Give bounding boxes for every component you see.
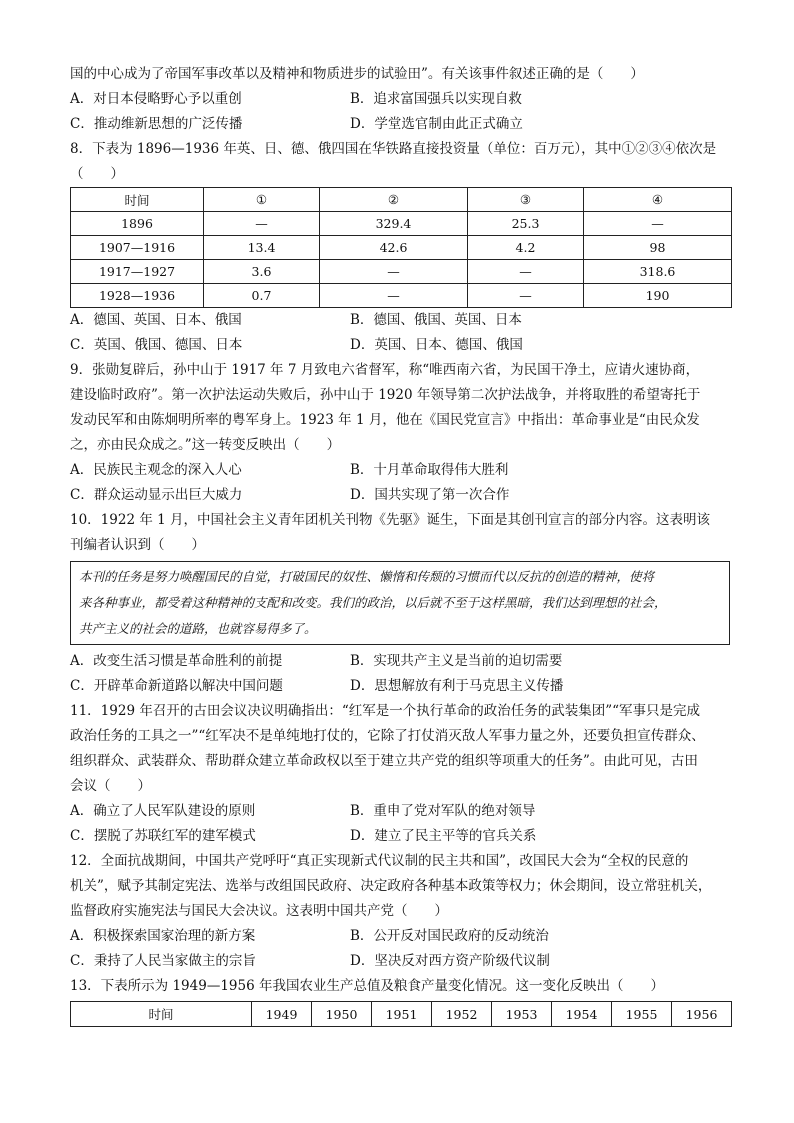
q12-options-row-2 [70, 949, 730, 974]
exam-page [70, 62, 730, 1027]
quote-line: 本刊的任务是努力唤醒国民的自觉，打破国民的奴性、懒惰和传颓的习惯而代以反抗的创造的精神，使将 [79, 569, 655, 584]
q12-stem-line: 机关”，赋予其制定宪法、选举与改组国民政府、决定政府各种基本政策等权力；休会期间，设立常驻机关， [70, 878, 712, 894]
q7-option-b[interactable]: B．追求富国强兵以实现自救 [350, 91, 522, 107]
table-header-cell: 时间 [71, 1002, 252, 1027]
table-row [71, 260, 732, 284]
q10-option-b[interactable]: B．实现共产主义是当前的迫切需要 [350, 653, 563, 669]
q9-option-b[interactable]: B．十月革命取得伟大胜利 [350, 462, 509, 478]
table-header-cell: ③ [467, 188, 583, 212]
table-header-cell: 1951 [372, 1002, 432, 1027]
q8-stem-line-1: 8．下表为 1896—1936 年英、日、德、俄四国在华铁路直接投资量（单位：百万元），其中①②③④依次是 [70, 141, 717, 157]
q8-options-row-1 [70, 308, 730, 333]
table-cell: 318.6 [583, 260, 731, 284]
q11-options-row-2 [70, 824, 730, 849]
table-header-cell: 1954 [552, 1002, 612, 1027]
table-cell: — [320, 284, 468, 308]
table-row [71, 284, 732, 308]
q9-stem-line: 之，亦由民众成之。”这一转变反映出（ ） [70, 437, 341, 453]
table-header-row [71, 1002, 732, 1027]
q8-options-row-2 [70, 333, 730, 358]
q8-option-b[interactable]: B．德国、俄国、英国、日本 [350, 312, 522, 328]
q7-options-row-2 [70, 112, 730, 137]
table-header-cell: 1950 [312, 1002, 372, 1027]
table-header-cell: ② [320, 188, 468, 212]
q12-option-a[interactable]: A．积极探索国家治理的新方案 [70, 928, 256, 944]
table-cell: 25.3 [467, 212, 583, 236]
q11-stem-line: 会议（ ） [70, 778, 151, 794]
table-cell: 3.6 [204, 260, 320, 284]
q13-years-table [70, 1001, 732, 1027]
q11-options-row-1 [70, 799, 730, 824]
q7-option-d[interactable]: D．学堂选官制由此正式确立 [350, 116, 523, 132]
q8-stem-line-2: （ ） [70, 166, 124, 182]
q11-option-d[interactable]: D．建立了民主平等的官兵关系 [350, 828, 537, 844]
q11-option-b[interactable]: B．重申了党对军队的绝对领导 [350, 803, 536, 819]
q7-option-c[interactable]: C．推动维新思想的广泛传播 [70, 116, 243, 132]
table-cell: 329.4 [320, 212, 468, 236]
q9-option-d[interactable]: D．国共实现了第一次合作 [350, 487, 510, 503]
q7-stem-tail: 国的中心成为了帝国军事改革以及精神和物质进步的试验田”。有关该事件叙述正确的是（ ） [70, 66, 644, 82]
table-cell: 1907—1916 [71, 236, 204, 260]
q10-stem-line: 刊编者认识到（ ） [70, 537, 205, 553]
q11-stem-line: 政治任务的工具之一”“红军决不是单纯地打仗的，它除了打仗消灭敌人军事力量之外，还要负担宣传群众、 [70, 728, 705, 744]
q8-investment-table [70, 187, 732, 308]
table-header-cell: ① [204, 188, 320, 212]
quote-line: 共产主义的社会的道路，也就容易得多了。 [79, 621, 317, 636]
q8-option-d[interactable]: D．英国、日本、德国、俄国 [350, 337, 523, 353]
table-cell: 98 [583, 236, 731, 260]
q10-quote-box [70, 561, 730, 645]
q8-option-a[interactable]: A．德国、英国、日本、俄国 [70, 312, 242, 328]
table-header-cell: 1949 [252, 1002, 312, 1027]
q12-stem-line: 监督政府实施宪法与国民大会决议。这表明中国共产党（ ） [70, 903, 448, 919]
table-cell: — [204, 212, 320, 236]
table-header-cell: 1953 [492, 1002, 552, 1027]
table-cell: 1928—1936 [71, 284, 204, 308]
table-cell: — [583, 212, 731, 236]
table-cell: — [320, 260, 468, 284]
table-cell: 4.2 [467, 236, 583, 260]
table-cell: 0.7 [204, 284, 320, 308]
table-header-row [71, 188, 732, 212]
q12-option-c[interactable]: C．秉持了人民当家做主的宗旨 [70, 953, 256, 969]
table-header-cell: 时间 [71, 188, 204, 212]
q10-options-row-1 [70, 649, 730, 674]
q12-option-b[interactable]: B．公开反对国民政府的反动统治 [350, 928, 549, 944]
q13-stem: 13．下表所示为 1949—1956 年我国农业生产总值及粮食产量变化情况。这一变化反映出（ ） [70, 978, 664, 994]
table-cell: — [467, 284, 583, 308]
q9-options-row-1 [70, 458, 730, 483]
table-header-cell: 1955 [612, 1002, 672, 1027]
table-row [71, 236, 732, 260]
q9-options-row-2 [70, 483, 730, 508]
q11-stem-line: 11．1929 年召开的古田会议决议明确指出：“红军是一个执行革命的政治任务的武装集团”“军事只是完成 [70, 703, 701, 719]
q11-option-c[interactable]: C．摆脱了苏联红军的建军模式 [70, 828, 256, 844]
q9-option-a[interactable]: A．民族民主观念的深入人心 [70, 462, 242, 478]
table-header-cell: 1952 [432, 1002, 492, 1027]
q7-option-a[interactable]: A．对日本侵略野心予以重创 [70, 91, 242, 107]
q11-option-a[interactable]: A．确立了人民军队建设的原则 [70, 803, 256, 819]
q10-stem-line: 10．1922 年 1 月，中国社会主义青年团机关刊物《先驱》诞生，下面是其创刊宣言的部分内容。这表明该 [70, 512, 710, 528]
quote-line: 来各种事业，都受着这种精神的支配和改变。我们的政治，以后就不至于这样黑暗，我们达到理想的社会， [79, 595, 667, 610]
table-cell: 1896 [71, 212, 204, 236]
q10-option-c[interactable]: C．开辟革命新道路以解决中国问题 [70, 678, 283, 694]
q12-stem-line: 12．全面抗战期间，中国共产党呼吁“真正实现新式代议制的民主共和国”，改国民大会为“全权的民意的 [70, 853, 689, 869]
q10-option-d[interactable]: D．思想解放有利于马克思主义传播 [350, 678, 564, 694]
q10-options-row-2 [70, 674, 730, 699]
q9-stem-line: 建设临时政府”。第一次护法运动失败后，孙中山于 1920 年领导第二次护法战争，并将取胜的希望寄托于 [70, 387, 701, 403]
q9-option-c[interactable]: C．群众运动显示出巨大威力 [70, 487, 243, 503]
table-cell: 190 [583, 284, 731, 308]
q9-stem-line: 发动民军和由陈炯明所率的粤军身上。1923 年 1 月，他在《国民党宣言》中指出：革命事业是“由民众发 [70, 412, 700, 428]
q12-option-d[interactable]: D．坚决反对西方资产阶级代议制 [350, 953, 550, 969]
q10-option-a[interactable]: A．改变生活习惯是革命胜利的前提 [70, 653, 283, 669]
table-cell: 13.4 [204, 236, 320, 260]
table-cell: 1917—1927 [71, 260, 204, 284]
q7-options-row-1 [70, 87, 730, 112]
q11-stem-line: 组织群众、武装群众、帮助群众建立革命政权以至于建立共产党的组织等项重大的任务”。由此可见，古田 [70, 753, 698, 769]
q9-stem-line: 9．张勋复辟后，孙中山于 1917 年 7 月致电六省督军，称“唯西南六省，为民国干净土，应请火速协商， [70, 362, 700, 378]
q8-option-c[interactable]: C．英国、俄国、德国、日本 [70, 337, 243, 353]
table-header-cell: 1956 [672, 1002, 732, 1027]
table-cell: — [467, 260, 583, 284]
q12-options-row-1 [70, 924, 730, 949]
table-cell: 42.6 [320, 236, 468, 260]
table-row [71, 212, 732, 236]
table-header-cell: ④ [583, 188, 731, 212]
